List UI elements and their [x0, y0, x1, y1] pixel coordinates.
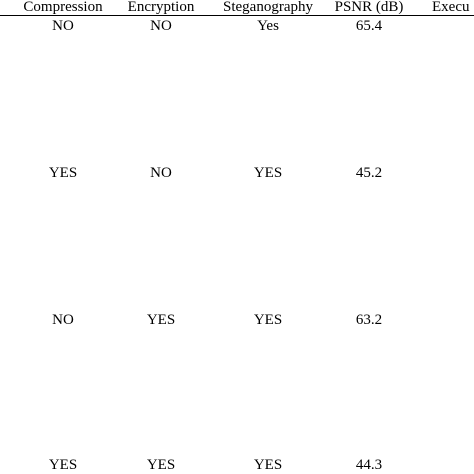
cell-steganography: YES — [253, 457, 283, 473]
cell-compression: NO — [52, 18, 74, 34]
cell-encryption: YES — [146, 457, 176, 473]
header-rule — [0, 15, 474, 16]
table-header-row — [0, 0, 474, 16]
cell-compression: YES — [48, 457, 78, 473]
cell-psnr: 44.3 — [355, 457, 383, 473]
cell-psnr: 45.2 — [355, 165, 383, 181]
cell-encryption: YES — [146, 312, 176, 328]
cell-compression: NO — [52, 312, 74, 328]
header-execution-time: Execu — [432, 0, 470, 15]
cell-psnr: 63.2 — [355, 312, 383, 328]
header-encryption: Encryption — [127, 0, 195, 15]
cell-psnr: 65.4 — [355, 18, 383, 34]
cell-steganography: YES — [253, 312, 283, 328]
header-compression: Compression — [23, 0, 103, 15]
header-psnr: PSNR (dB) — [334, 0, 404, 15]
cell-encryption: NO — [150, 18, 172, 34]
cell-steganography: YES — [253, 165, 283, 181]
cell-encryption: NO — [150, 165, 172, 181]
cell-compression: YES — [48, 165, 78, 181]
header-steganography: Steganography — [223, 0, 313, 15]
cell-steganography: Yes — [257, 18, 279, 34]
